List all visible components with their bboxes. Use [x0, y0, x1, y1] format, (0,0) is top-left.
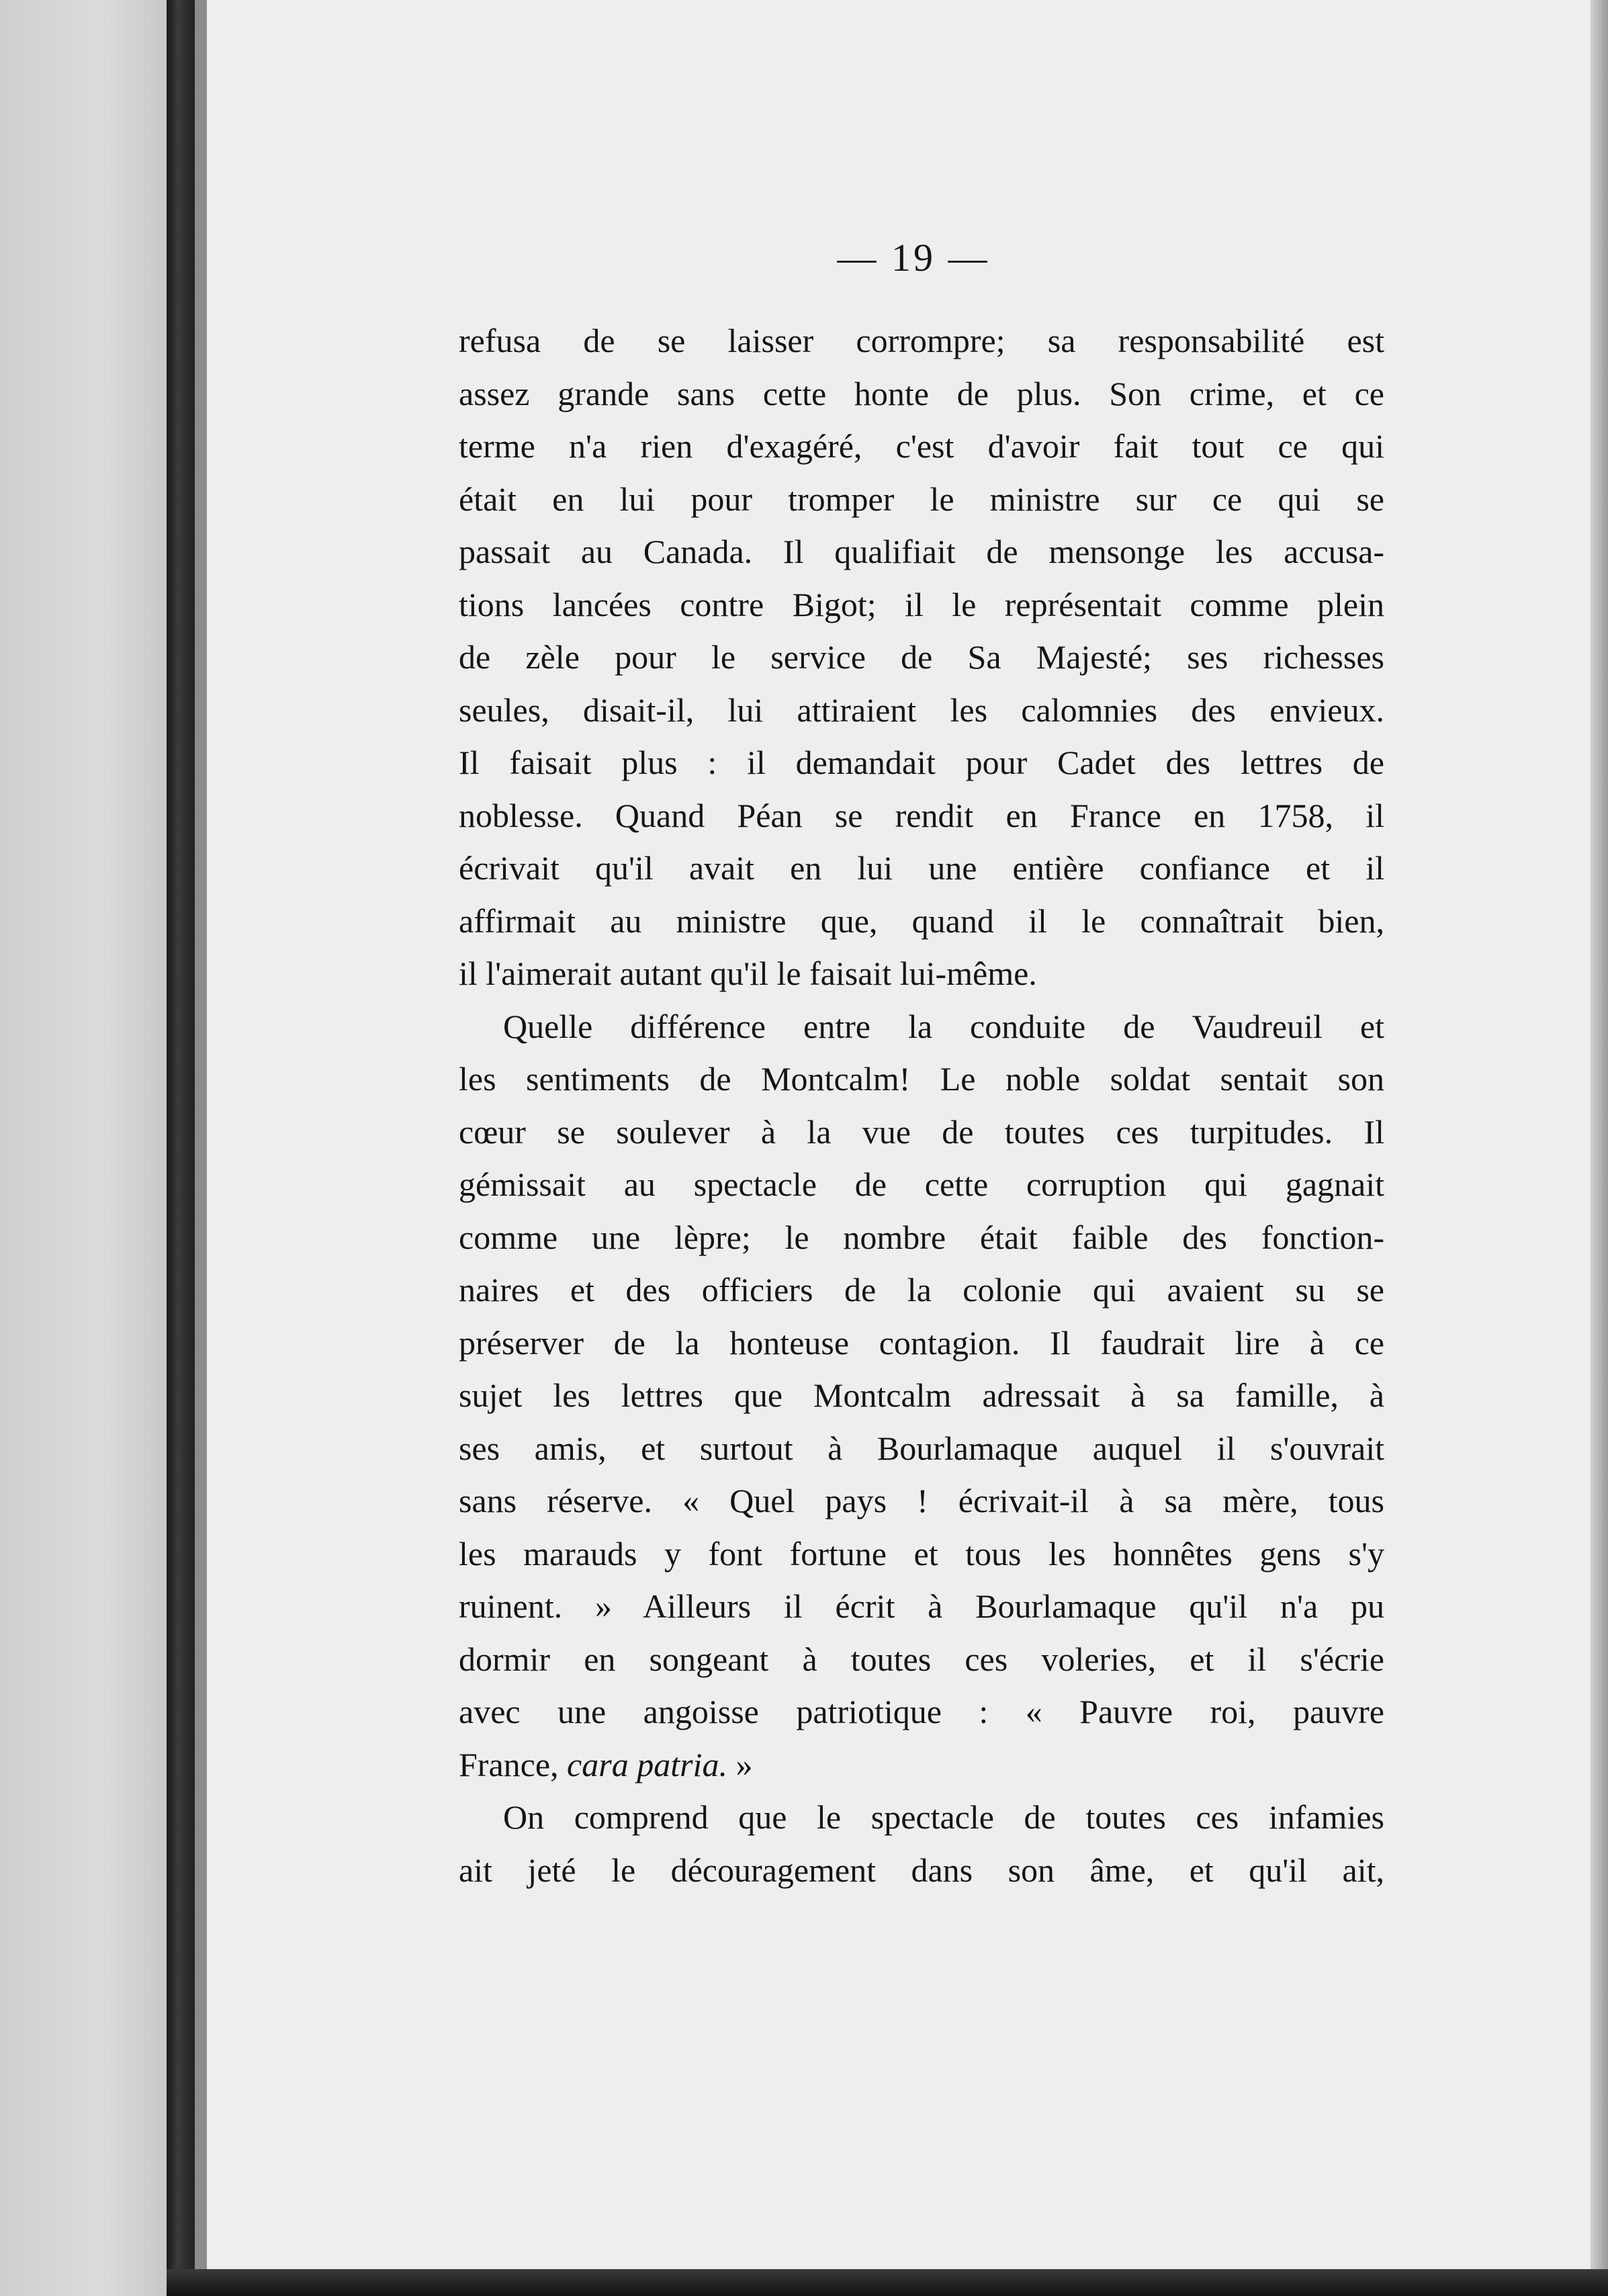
- scan-margin-left: [0, 0, 167, 2296]
- latin-phrase: cara patria.: [567, 1745, 727, 1783]
- text-line: ruinent. » Ailleurs il écrit à Bourlamaque qu'il n'a pu: [459, 1587, 1384, 1625]
- text-line: terme n'a rien d'exagéré, c'est d'avoir fait tout ce qui: [459, 427, 1384, 465]
- text-line: noblesse. Quand Péan se rendit en France en 1758, il: [459, 796, 1384, 834]
- text-line: passait au Canada. Il qualifiait de mensonge les accusa-: [459, 533, 1384, 570]
- book-spine-edge: [195, 0, 207, 2296]
- text-line: tions lancées contre Bigot; il le représentait comme plein: [459, 585, 1384, 623]
- text-line: Il faisait plus : il demandait pour Cadet des lettres de: [459, 744, 1384, 781]
- text-line: gémissait au spectacle de cette corruption qui gagnait: [459, 1165, 1384, 1203]
- text-line-paragraph-start: On comprend que le spectacle de toutes ces infamies: [503, 1798, 1384, 1836]
- page-right-edge: [1591, 0, 1608, 2296]
- text-line: ses amis, et surtout à Bourlamaque auquel il s'ouvrait: [459, 1429, 1384, 1467]
- text-line-paragraph-start: Quelle différence entre la conduite de Vaudreuil et: [503, 1007, 1384, 1045]
- text-line: seules, disait-il, lui attiraient les calomnies des envieux.: [459, 691, 1384, 729]
- scan-bottom-border: [167, 2269, 1608, 2296]
- text-line: assez grande sans cette honte de plus. Son crime, et ce: [459, 374, 1384, 412]
- text-line: sans réserve. « Quel pays ! écrivait-il à sa mère, tous: [459, 1482, 1384, 1519]
- text-line: préserver de la honteuse contagion. Il faudrait lire à ce: [459, 1323, 1384, 1362]
- text-line: écrivait qu'il avait en lui une entière confiance et il: [459, 849, 1384, 887]
- text-line: ait jeté le découragement dans son âme, et qu'il ait,: [459, 1851, 1384, 1889]
- text-line: naires et des officiers de la colonie qui avaient su se: [459, 1271, 1384, 1309]
- text-line: était en lui pour tromper le ministre sur ce qui se: [459, 480, 1384, 518]
- text-line: affirmait au ministre que, quand il le connaîtrait bien,: [459, 901, 1384, 940]
- text-segment: »: [727, 1745, 753, 1783]
- text-line: comme une lèpre; le nombre était faible des fonction-: [459, 1218, 1384, 1256]
- text-line: avec une angoisse patriotique : « Pauvre roi, pauvre: [459, 1693, 1384, 1730]
- text-line: sujet les lettres que Montcalm adressait à sa famille, à: [459, 1376, 1384, 1414]
- text-line: cœur se soulever à la vue de toutes ces turpitudes. Il: [459, 1112, 1384, 1151]
- body-text: [459, 314, 1384, 1896]
- text-line-paragraph-end: il l'aimerait autant qu'il le faisait lui-même.: [459, 955, 1037, 992]
- text-line: de zèle pour le service de Sa Majesté; ses richesses: [459, 638, 1384, 676]
- text-segment: France,: [459, 1745, 568, 1783]
- book-spine-shadow: [167, 0, 195, 2296]
- text-line-paragraph-end: [459, 1738, 1384, 1792]
- text-line: refusa de se laisser corrompre; sa responsabilité est: [459, 322, 1384, 359]
- text-line: les marauds y font fortune et tous les honnêtes gens s'y: [459, 1534, 1384, 1573]
- text-line: les sentiments de Montcalm! Le noble soldat sentait son: [459, 1060, 1384, 1098]
- page-number: — 19 —: [837, 236, 990, 279]
- text-line: dormir en songeant à toutes ces voleries, et il s'écrie: [459, 1640, 1384, 1678]
